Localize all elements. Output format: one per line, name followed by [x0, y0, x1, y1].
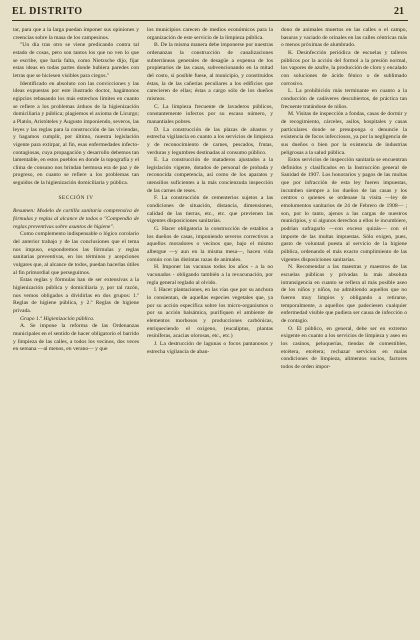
paragraph: Identificado en absoluto con las convicciones y las ideas expuestas por este ilustrado doctor, hagámonos egipcios rebasando los más estrechos límites en cuanto se refiere a los problemas árduos de la higienización domiciliaria y pública; plagiemos el axioma de Licurgo; a Platón, Aristóteles y Augusto imponiendo, severos, las leyes y las reglas para la construcción de las viviendas, y hagamos cumplir, por último, nuestra legislación vigente para extirpar, al fin, esas enfermedades infecto-contagiosas, cuya propagación y desarrollo debemos tan lamentable, en estos pueblos en donde la topografía y el clima de consuno nos brindan hermosa era de paz y de progreso, en cuanto se refiere a los problemas tan seguidos de la higienización domiciliaria y pública. [13, 80, 139, 187]
paragraph: los municipios carecen de medios económicos para la organización de este servicio de la limpieza pública. [147, 27, 273, 41]
paragraph: tar, para que a la larga puedan imponer sus opiniones y creencias sobre la masa de los campesinos. [13, 27, 139, 41]
paragraph: O. El público, en general, debe ser en extremo exigente en cuanto a los servicios de limpieza y aseo en los casinos, peluquerías, tiendas de comestibles, etcétera, etcétera; rechazar servicios en malas condiciones de limpieza, alimentos sucios, factores todos de orden impor- [281, 325, 407, 370]
paragraph: G. Hacer obligatoria la construcción de establos a los dueños de casas, imponiendo severos correctivos a aquellos moradores o vecinos que, bajo el mismo albergue —y aun en la misma mesa—, hacen vida común con las distintas razas de animales. [147, 226, 273, 263]
text-column-right [281, 27, 407, 636]
page-header [12, 6, 408, 20]
summary-text: Modelo de cartilla sanitaria comprensiva de fórmulas y reglas al alcance de todos o "Compendio de reglas preventivas sobre asuntos de higiene". [13, 208, 139, 230]
paragraph: C. La limpieza frecuente de lavaderos públicos, constantemente infectos por su escaso número, y manantiales pobres. [147, 103, 273, 125]
group-label: Grupo 1.º Higienización pública. [20, 315, 95, 322]
paragraph: N. Recomendar a las maestras y maestros de las escuelas públicas y privadas la más absoluta intransigencia en cuanto se refiera al más posible aseo de los niños y niños, no admitiendo aquellos que no fueren muy limpios y obligando a retirarse, temporalmente, a aquellos que padeciesen cualquier enfermedad visible que pudiera ser causa de infección o de contagio. [281, 264, 407, 324]
paragraph: I. Hacer plantaciones, en las vías que por su anchura lo consientan, de aquellas especies vegetales que, ya por su acción específica sobre los micro-organismos o por su acción balsámica, purifiquen el ambiente de elementos morbosos y producciones carbónicas, enriqueciendo el oxígeno, (eucaliptus, plantas resiníferas, acacias olorosas, etc., etc.) [147, 287, 273, 340]
paragraph: Estos servicios de inspección sanitaria se encuentran definidos y clasificados en la Instrucción general de Sanidad de 1907. Los honorarios y pagos de las multas que por infracción de esta ley fueren impuestas, incumben siempre a los dueños de las casas y los centros o quienes se ordenase la visita —ley de emolumentos sanitarios de 24 de Febrero de 1908— ; son, por lo tanto, ajenos a las cargas de nuestros municipios, y si algunos derechos a ellos le incumbiere, podrían sufragarlo —con exceso quizás— con el importe de las multas impuestas. Sólo exigen, pues, gasto de voluntad puesta al servicio de la higiene pública, ordenando el más exacto cumplimiento de las vigentes disposiciones sanitarias. [281, 157, 407, 263]
paragraph: M. Visitas de inspección a fondas, casas de dormir y de recogimiento, cárceles, asilos, hospitales y casas particulares donde se presuponga o denuncie la existencia de focos infecciosos, ya por la negligencia de sus dueños o bien por la existencia de industrias peligrosas a la salud pública. [281, 111, 407, 156]
paragraph: dono de animales muertos en las calles o el campo, basuras y vaciado de orinales en las calles céntricas más o menos próximas de alumbrado. [281, 27, 407, 49]
text-column-middle [147, 27, 273, 636]
page-number: 21 [394, 6, 404, 17]
section-heading: SECCIÓN IV [58, 194, 94, 201]
paragraph: K. Desinfección periódica de escuelas y talleres públicos por la acción del formol a la presión normal, los vapores de azufre, la producción de cloro y encalado con soluciones de ácido fénico o de sublimado corrosivo. [281, 49, 407, 87]
paragraph: F. La construcción de cementerios sujetos a las condiciones de situación, distancia, dimensiones, calidad de las tierras, etc., etc. que previenen las vigentes disposiciones sanitarias. [147, 195, 273, 225]
running-title: EL DISTRITO [12, 6, 83, 17]
paragraph: B. De la misma manera debe imponerse por nuestras ordenanzas la construcción de canalizaciones subterráneas generales de desagüe a expensa de los propietarios de las casas, subvencionando en la mitad del costo, si posible fuese, al municipio, y constituidos éstas, la de las cañerías peculiares a los edificios que carecieren de ellas; éstas a cargo sólo de los dueños mismos. [147, 42, 273, 102]
paragraph: Como complemento indispensable o lógico corolario del anterior trabajo y de las conclusiones que el tema nos impuso, expondremos las fórmulas y reglas sanitarias preventivas, en los términos y acepciones vulgares que, al alcance de todos, puedan hacerlas útiles al fin primordial que perseguimos. [13, 231, 139, 276]
section-summary [13, 208, 139, 231]
paragraph: L. La prohibición más terminante en cuanto a la conducción de cadáveres descubiertos, de práctica tan frecuente tratándose de niños. [281, 88, 407, 110]
paragraph: D. La construcción de las plazas de abastos y estrecha vigilancia en cuanto a los servicios de limpieza y de reconocimiento de carnes, pescados, frutas, verduras y legumbres destinadas al consumo público. [147, 126, 273, 156]
paragraph: A. Se impone la reforma de las Ordenanzas municipales en el sentido de hacer obligatorio el barrido y limpieza de las calles, a todos los vecinos, dos veces en semana —al menos, en verano— y que [13, 323, 139, 353]
paragraph: E. La construcción de mataderos ajustados a la legislación vigente, dotados de personal de probada y reconocida competencia, así como de los aparatos y utensilios suficientes a la más concienzuda inspección de las carnes de reses. [147, 157, 273, 194]
summary-label: Resumen: [13, 208, 36, 215]
paragraph: "Un día tras otro se viene predicando contra tal estado de cosas, pero son tantos los que no ven lo que se escribe, que haría falta, como Nietzsche dijo, fijar estas ideas en todas partes donde hubiera paredes con letras que se hiciesen visibles para ciegos." [13, 42, 139, 79]
paragraph: J. La destrucción de lagunas o focos pantanosos y estrecha vigilancia de aban- [147, 340, 273, 355]
paragraph: Estas reglas y fórmulas han de ser extensivas a la higienización pública y domiciliaria y, por tal razón, nos vemos obligados a dividirlas en dos grupos: 1.º Reglas de higiene pública, y 2.º Reglas de higiene privada. [13, 277, 139, 314]
header-rule [12, 20, 408, 21]
text-column-left [13, 27, 139, 636]
paragraph: H. Imponer las vacunas todos los años - a la no vacunados - obligando también a la revacunación, por regla general reglado al olvido. [147, 264, 273, 286]
